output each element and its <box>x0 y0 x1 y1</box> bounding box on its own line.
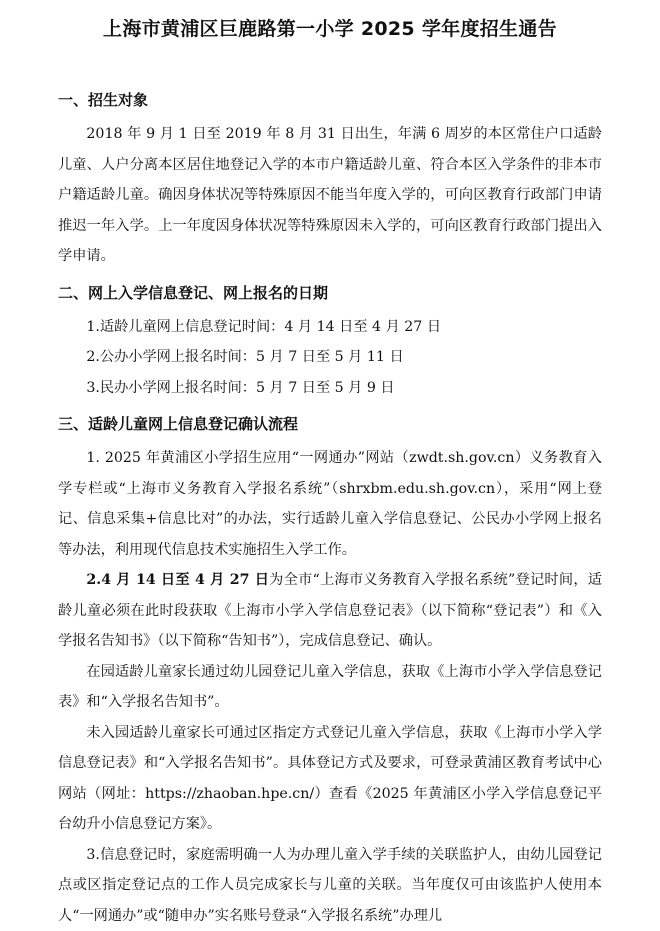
section-2-item-3: 3.民办小学网上报名时间：5 月 7 日至 5 月 9 日 <box>58 373 602 404</box>
section-2-item-2: 2.公办小学网上报名时间：5 月 7 日至 5 月 11 日 <box>58 342 602 373</box>
section-3-paragraph-2-text: 为全市“上海市义务教育入学报名系统”登记时间，适龄儿童必须在此时段获取《上海市小学入学信息登记表》（以下简称“登记表”）和《入学报名告知书》（以下简称“告知书”），完成信息登记、确认。 <box>58 572 602 649</box>
section-2-item-1: 1.适龄儿童网上信息登记时间：4 月 14 日至 4 月 27 日 <box>58 312 602 343</box>
section-3-paragraph-3: 在园适龄儿童家长通过幼儿园登记儿童入学信息，获取《上海市小学入学信息登记表》和“入学报名告知书”。 <box>58 657 602 718</box>
section-2-heading: 二、网上入学信息登记、网上报名的日期 <box>58 282 602 304</box>
section-3-paragraph-5: 3.信息登记时，家庭需明确一人为办理儿童入学手续的关联监护人，由幼儿园登记点或区指定登记点的工作人员完成家长与儿童的关联。当年度仅可由该监护人使用本人“一网通办”或“随申办”实名账号登录“入学报名系统”办理儿 <box>58 840 602 931</box>
section-1-paragraph: 2018 年 9 月 1 日至 2019 年 8 月 31 日出生，年满 6 周岁的本区常住户口适龄儿童、人户分离本区居住地登记入学的本市户籍适龄儿童、符合本区入学条件的非本市户籍适龄儿童。确因身体状况等特殊原因不能当年度入学的，可向区教育行政部门申请推迟一年入学。上一年度因身体状况等特殊原因未入学的，可向区教育行政部门提出入学申请。 <box>58 119 602 272</box>
section-3-paragraph-1: 1. 2025 年黄浦区小学招生应用“一网通办”网站（zwdt.sh.gov.cn）义务教育入学专栏或“上海市义务教育入学报名系统”（shrxbm.edu.sh.gov.cn），采用“网上登记、信息采集+信息比对”的办法，实行适龄儿童入学信息登记、公民办小学网上报名等办法，利用现代信息技术实施招生入学工作。 <box>58 443 602 565</box>
registration-period-emphasis: 2.4 月 14 日至 4 月 27 日 <box>86 572 269 588</box>
page-title: 上海市黄浦区巨鹿路第一小学 2025 学年度招生通告 <box>58 14 602 41</box>
section-3-paragraph-2 <box>58 565 602 657</box>
section-1-heading: 一、招生对象 <box>58 89 602 111</box>
section-3-heading: 三、适龄儿童网上信息登记确认流程 <box>58 413 602 435</box>
section-3-paragraph-4: 未入园适龄儿童家长可通过区指定方式登记儿童入学信息，获取《上海市小学入学信息登记表》和“入学报名告知书”。具体登记方式及要求，可登录黄浦区教育考试中心网站（网址：https://zhaoban.hpe.cn/）查看《2025 年黄浦区小学入学信息登记平台幼升小信息登记方案》。 <box>58 718 602 840</box>
